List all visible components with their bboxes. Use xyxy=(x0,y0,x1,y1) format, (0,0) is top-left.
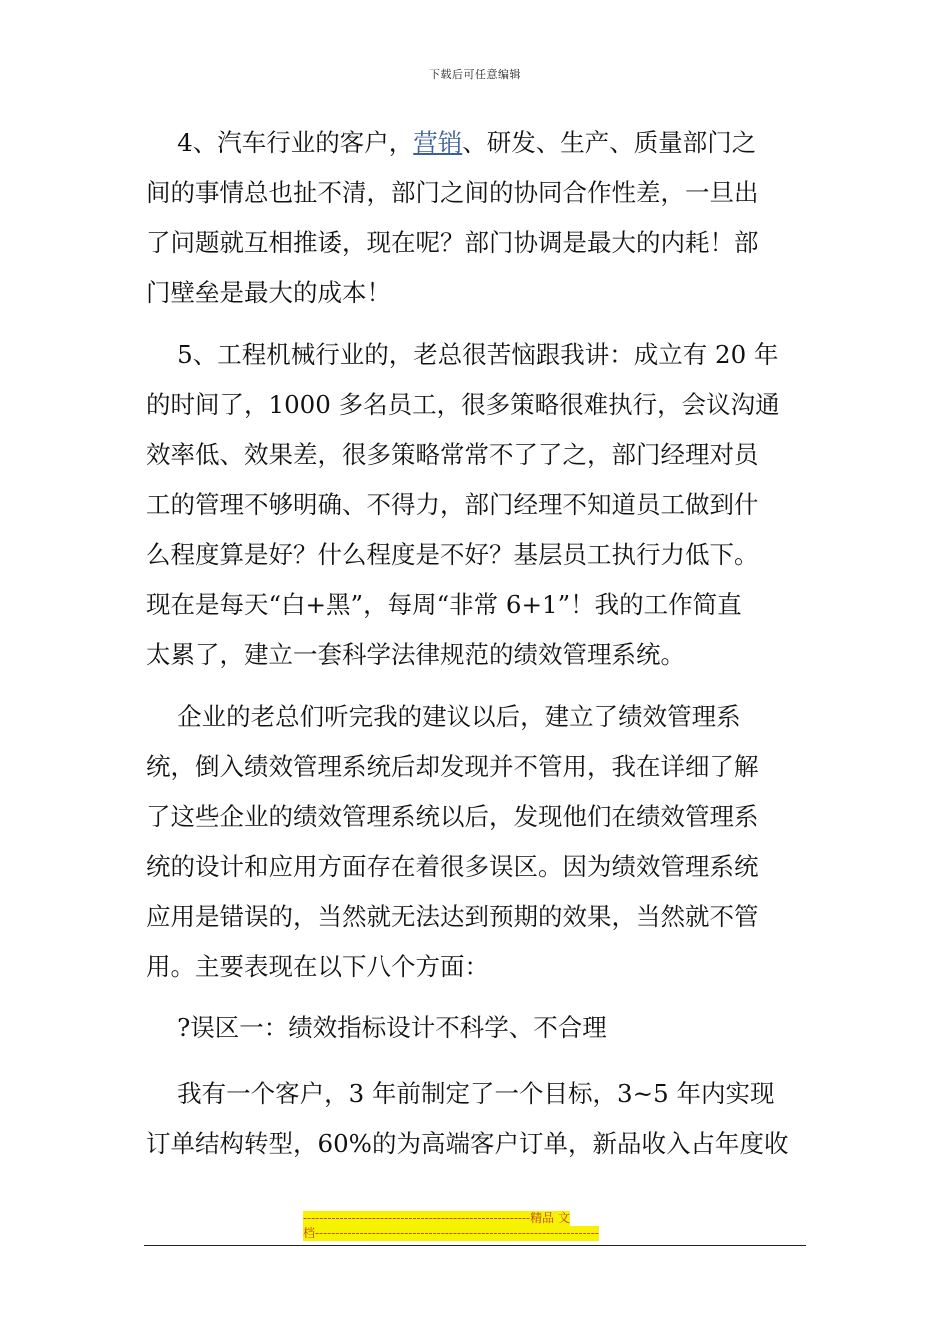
paragraph-1 xyxy=(146,118,806,318)
paragraph-line: 间的事情总也扯不清，部门之间的协同合作性差，一旦出 xyxy=(146,178,759,207)
footer-divider xyxy=(144,1245,806,1246)
paragraph-3 xyxy=(146,692,806,992)
paragraph-line: 太累了，建立一套科学法律规范的绩效管理系统。 xyxy=(146,640,685,669)
paragraph-line: 应用是错误的，当然就无法达到预期的效果，当然就不管 xyxy=(146,902,759,931)
paragraph-line: 工的管理不够明确、不得力，部门经理不知道员工做到什 xyxy=(146,490,759,519)
paragraph-line: 现在是每天“白+黑”，每周“非常 6+1”！我的工作简直 xyxy=(146,590,742,619)
footer-mark-line1: --------------------------------------------------------精品 文 xyxy=(303,1211,570,1225)
paragraph-5 xyxy=(146,1069,806,1169)
paragraph-line: ?误区一：绩效指标设计不科学、不合理 xyxy=(146,1013,607,1042)
paragraph-line: 4、汽车行业的客户，营销、研发、生产、质量部门之 xyxy=(146,128,757,157)
paragraph-line: 企业的老总们听完我的建议以后，建立了绩效管理系 xyxy=(146,702,741,731)
paragraph-line: 么程度算是好？什么程度是不好？基层员工执行力低下。 xyxy=(146,540,759,569)
page-header: 下载后可任意编辑 xyxy=(429,68,521,81)
paragraph-line: 了问题就互相推诿，现在呢？部门协调是最大的内耗！部 xyxy=(146,228,759,257)
paragraph-line: 统的设计和应用方面存在着很多误区。因为绩效管理系统 xyxy=(146,852,759,881)
paragraph-2 xyxy=(146,330,806,680)
paragraph-line: 订单结构转型，60%的为高端客户订单，新品收入占年度收 xyxy=(146,1129,789,1158)
paragraph-line: 效率低、效果差，很多策略常常不了了之，部门经理对员 xyxy=(146,440,759,469)
paragraph-line: 我有一个客户，3 年前制定了一个目标，3~5 年内实现 xyxy=(146,1079,775,1108)
paragraph-line: 了这些企业的绩效管理系统以后，发现他们在绩效管理系 xyxy=(146,802,759,831)
marketing-link[interactable]: 营销 xyxy=(413,128,463,157)
paragraph-line: 用。主要表现在以下八个方面： xyxy=(146,952,489,981)
paragraph-line: 的时间了，1000 多名员工，很多策略很难执行，会议沟通 xyxy=(146,390,780,419)
paragraph-line: 统，倒入绩效管理系统后却发现并不管用，我在详细了解 xyxy=(146,752,759,781)
paragraph-line: 门壁垒是最大的成本！ xyxy=(146,278,391,307)
section-heading xyxy=(146,1003,806,1053)
paragraph-line: 5、工程机械行业的，老总很苦恼跟我讲：成立有 20 年 xyxy=(146,340,779,369)
footer-mark-line2: 档---------------------------------------------------------------------- xyxy=(303,1226,599,1240)
